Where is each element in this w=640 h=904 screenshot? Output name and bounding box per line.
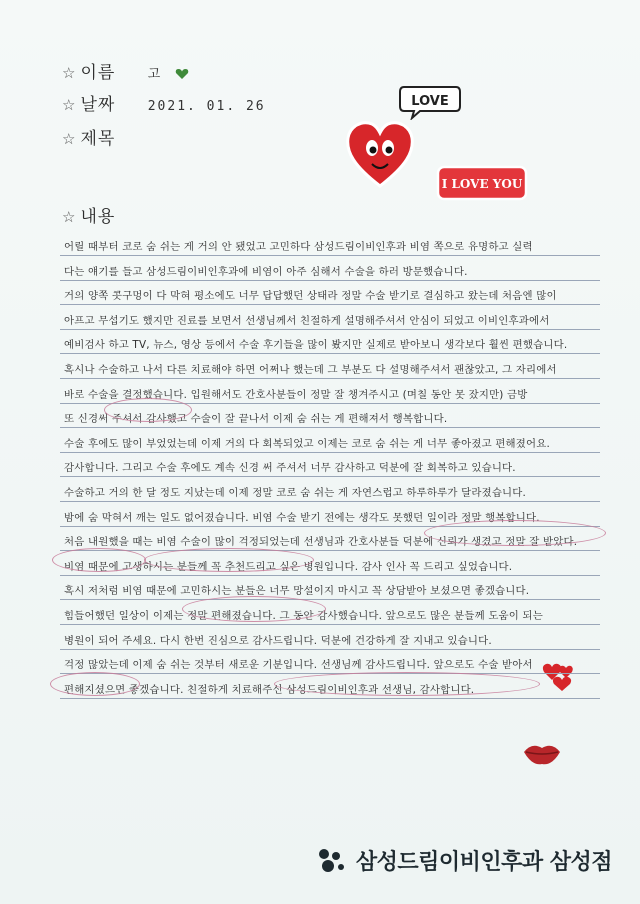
letter-line: 감사합니다. 그리고 수술 후에도 계속 신경 써 주셔서 너무 감사하고 덕분에 잘 회복하고 있습니다.: [64, 462, 516, 475]
clinic-footer: [314, 845, 612, 876]
date-label: 날짜: [80, 95, 116, 115]
ruled-line: [60, 575, 600, 576]
letter-line: 밤에 숨 막혀서 깨는 일도 없어졌습니다. 비염 수술 받기 전에는 생각도 못했던 일이라 정말 행복합니다.: [64, 511, 540, 524]
letter-line: 편해지셨으면 좋겠습니다. 친절하게 치료해주신 삼성드림이비인후과 선생님, 감사합니다.: [64, 683, 475, 696]
ruled-line: [60, 353, 600, 354]
letter-line: 비염 때문에 고생하시는 분들께 꼭 추천드리고 싶은 병원입니다. 감사 인사 꼭 드리고 싶었습니다.: [64, 560, 513, 573]
letter-line: 예비검사 하고 TV, 뉴스, 영상 등에서 수술 후기들을 많이 봤지만 실제로 받아보니 생각보다 훨씬 편했습니다.: [64, 339, 568, 352]
highlight-circle: [144, 548, 314, 572]
green-heart-icon: [175, 68, 189, 80]
letter-line: 처음 내원했을 때는 비염 수술이 많이 걱정되었는데 선생님과 간호사분들 덕분에 신뢰가 생겼고 정말 잘 받았다.: [64, 536, 578, 549]
ruled-line: [60, 501, 600, 502]
ruled-line: [60, 698, 600, 699]
letter-line: 아프고 무섭기도 했지만 진료를 보면서 선생님께서 친절하게 설명해주셔서 안심이 되었고 이비인후과에서: [64, 314, 550, 327]
star-icon: ☆: [62, 208, 77, 226]
clinic-name: 삼성드림이비인후과 삼성점: [355, 850, 612, 875]
letter-line: 수술하고 거의 한 달 정도 지났는데 이제 정말 코로 숨 쉬는 게 자연스럽고 하루하루가 달라졌습니다.: [64, 487, 527, 499]
love-speech-bubble-sticker: [398, 84, 462, 120]
lips-sticker: [522, 738, 562, 768]
star-icon: ☆: [62, 96, 77, 114]
ruled-line: [60, 427, 600, 428]
highlight-circle: [104, 398, 192, 422]
letter-line: 바로 수술을 결정했습니다. 입원해서도 간호사분들이 정말 잘 챙겨주시고 (며칠 동안 못 잤지만) 금방: [64, 388, 528, 401]
star-icon: ☆: [62, 64, 77, 82]
bubble-text: LOVE: [411, 94, 449, 109]
letter-line: 어릴 때부터 코로 숨 쉬는 게 거의 안 됐었고 고민하다 삼성드림이비인후과 비염 쪽으로 유명하고 실력: [64, 241, 533, 253]
ruled-line: [60, 476, 600, 477]
banner-text: I LOVE YOU: [441, 177, 523, 191]
highlight-circle: [274, 672, 540, 696]
date-field: [62, 90, 266, 115]
ruled-line: [60, 452, 600, 453]
highlight-circle: [50, 672, 140, 696]
ruled-line: [60, 280, 600, 281]
ruled-line: [60, 329, 600, 330]
clinic-logo-icon: [314, 846, 350, 876]
letter-line: 수술 후에도 많이 부었었는데 이제 거의 다 회복되었고 이제는 코로 숨 쉬는 게 너무 좋아졌고 편해졌어요.: [64, 437, 551, 450]
ruled-line: [60, 378, 600, 379]
name-field: [62, 58, 189, 83]
letter-line: 걱정 많았는데 이제 숨 쉬는 것부터 새로운 기분입니다. 선생님께 감사드립니다. 앞으로도 수술 받아서: [64, 659, 533, 672]
ruled-line: [60, 599, 600, 600]
i-love-you-sticker: [436, 164, 528, 202]
star-icon: ☆: [62, 130, 77, 148]
letter-line: 힘들어했던 일상이 이제는 정말 편해졌습니다. 그 동안 감사했습니다. 앞으로도 많은 분들께 도움이 되는: [64, 610, 544, 622]
letter-line: 혹시나 수술하고 나서 다른 치료해야 하면 어쩌나 했는데 그 부분도 다 설명해주셔서 괜찮았고, 그 자리에서: [64, 364, 557, 376]
ruled-line: [60, 255, 600, 256]
name-label: 이름: [80, 63, 116, 83]
highlight-circle: [52, 548, 146, 572]
title-label: 제목: [80, 129, 116, 149]
name-value: 고: [147, 67, 163, 82]
letter-line: 혹시 저처럼 비염 때문에 고민하시는 분들은 너무 망설이지 마시고 꼭 상담받아 보셨으면 좋겠습니다.: [64, 585, 530, 598]
letter-line: 다는 얘기를 들고 삼성드림이비인후과에 비염이 아주 심해서 수술을 하러 방문했습니다.: [64, 265, 468, 278]
content-label: 내용: [80, 207, 116, 227]
content-field: [62, 202, 115, 227]
letter-line: 또 신경써 주셔서 감사했고 수술이 잘 끝나서 이제 숨 쉬는 게 편해져서 행복합니다.: [64, 413, 448, 426]
ruled-line: [60, 649, 600, 650]
ruled-line: [60, 550, 600, 551]
highlight-circle: [424, 520, 606, 546]
smiling-heart-sticker: [344, 118, 416, 190]
date-value: 2021. 01. 26: [147, 99, 266, 114]
letter-line: 병원이 되어 주세요. 다시 한번 진심으로 감사드립니다. 덕분에 건강하게 잘 지내고 있습니다.: [64, 634, 492, 647]
letter-line: 거의 양쪽 콧구멍이 다 막혀 평소에도 너무 답답했던 상태라 정말 수술 받기로 결심하고 왔는데 처음엔 많이: [64, 290, 557, 303]
ruled-line: [60, 304, 600, 305]
highlight-circle: [182, 596, 326, 622]
ruled-line: [60, 624, 600, 625]
title-field: [62, 124, 141, 149]
